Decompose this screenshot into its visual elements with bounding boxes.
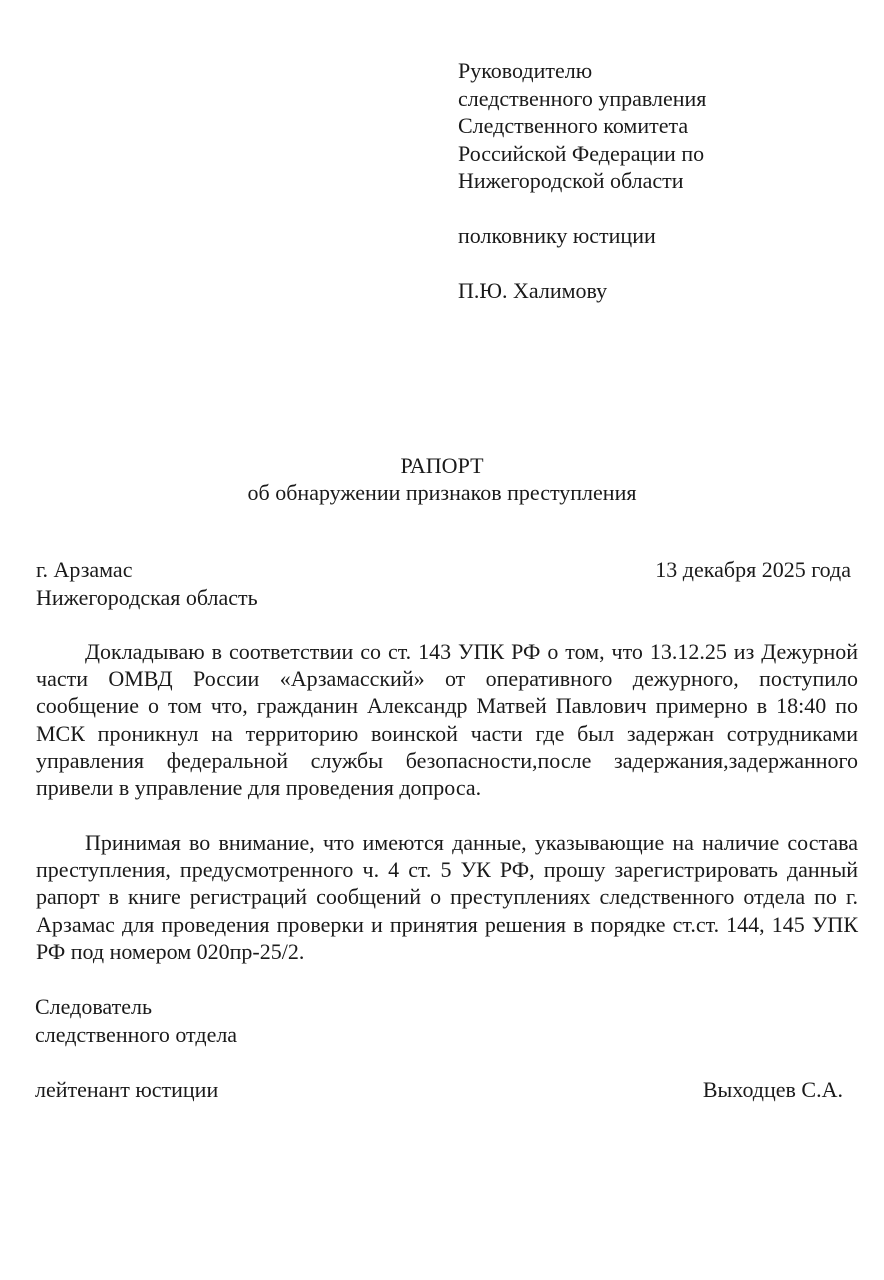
place-date-block	[36, 556, 851, 612]
signature-position-1: Следователь	[35, 994, 153, 1019]
addressee-line-4: Российской Федерации по	[458, 140, 705, 166]
addressee-block	[458, 57, 858, 305]
region: Нижегородская область	[36, 585, 258, 610]
signature-rank: лейтенант юстиции	[35, 1076, 219, 1102]
signature-position-2: следственного отдела	[35, 1021, 238, 1047]
addressee-line-5: Нижегородской области	[458, 168, 684, 193]
signature-block	[35, 993, 843, 1103]
document-title	[0, 452, 884, 506]
title-subtitle: об обнаружении признаков преступления	[247, 480, 637, 505]
addressee-line-2: следственного управления	[458, 85, 707, 111]
signature-name: Выходцев С.А.	[702, 1076, 843, 1102]
city: г. Арзамас	[36, 557, 133, 582]
addressee-name: П.Ю. Халимову	[458, 278, 608, 303]
addressee-rank: полковнику юстиции	[458, 223, 656, 248]
addressee-line-1: Руководителю	[458, 58, 593, 83]
document-date: 13 декабря 2025 года	[655, 557, 851, 582]
body-paragraph-1: Докладываю в соответствии со ст. 143 УПК РФ о том, что 13.12.25 из Дежурной части ОМВД России «Арзамасский» от оперативного дежурного, поступило сообщение о том что, гражданин Александр Матвей Павлович примерно в 18:40 по МСК проникнул на территорию воинской части где был задержан сотрудниками управления федеральной службы безопасности,после задержания,задержанного привели в управление для проведения допроса.	[36, 639, 858, 801]
addressee-line-3: Следственного комитета	[458, 113, 689, 138]
body-paragraph-2: Принимая во внимание, что имеются данные, указывающие на наличие состава преступления, предусмотренного ч. 4 ст. 5 УК РФ, прошу зарегистрировать данный рапорт в книге регистраций сообщений о преступлениях следственного отдела по г. Арзамас для проведения проверки и принятия решения в порядке ст.ст. 144, 145 УПК РФ под номером 020пр-25/2.	[36, 830, 858, 964]
title-main: РАПОРТ	[400, 453, 484, 478]
